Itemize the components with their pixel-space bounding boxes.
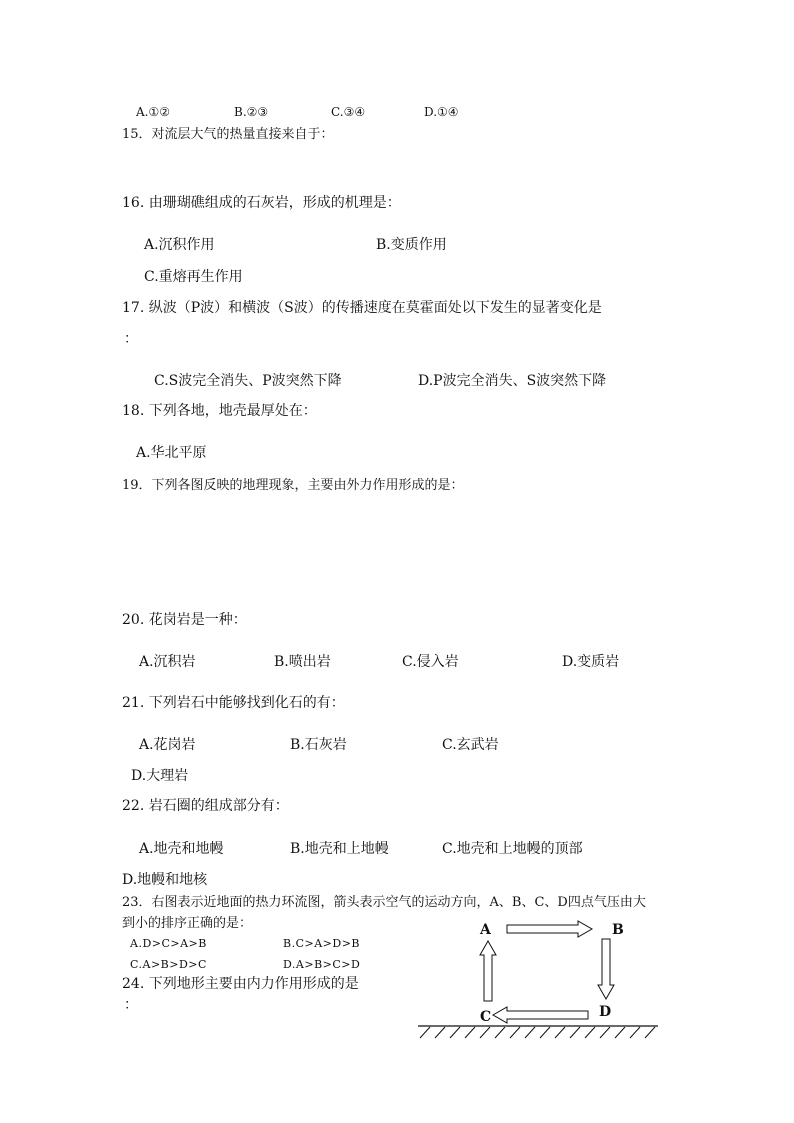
label-c: C [480, 1009, 492, 1025]
arrow-d-to-c [493, 1007, 588, 1023]
q23-option-a: A.D>C>A>B [130, 937, 207, 950]
q18-stem: 18. 下列各地，地壳最厚处在： [122, 403, 317, 419]
q17-stem-cont: ： [124, 331, 138, 347]
label-d: D [599, 1004, 612, 1020]
q18-option-a: A.华北平原 [136, 445, 207, 461]
q14-option-b: B.②③ [234, 105, 269, 119]
q16-option-b: B.变质作用 [376, 237, 447, 253]
q23-option-c: C.A>B>D>C [130, 958, 207, 971]
q23-stem-cont: 到小的排序正确的是： [122, 916, 253, 931]
q24-stem: 24. 下列地形主要由内力作用形成的是 [122, 976, 359, 992]
q22-option-d: D.地幔和地核 [122, 872, 208, 888]
q21-stem: 21. 下列岩石中能够找到化石的有： [122, 695, 345, 711]
q22-option-a: A.地壳和地幔 [139, 841, 224, 857]
q17-stem: 17. 纵波（P波）和横波（S波）的传播速度在莫霍面处以下发生的显著变化是 [122, 300, 602, 316]
q20-option-d: D.变质岩 [562, 654, 620, 670]
q22-option-b: B.地壳和上地幔 [290, 841, 389, 857]
q21-option-d: D.大理岩 [131, 768, 189, 784]
label-a: A [480, 922, 491, 938]
q20-option-a: A.沉积岩 [139, 654, 196, 670]
q14-option-c: C.③④ [331, 105, 366, 119]
arrow-b-to-d [598, 939, 614, 999]
q16-option-c: C.重熔再生作用 [144, 269, 243, 285]
q22-stem: 22. 岩石圈的组成部分有： [122, 798, 289, 814]
q14-option-d: D.①④ [424, 105, 459, 119]
label-b: B [612, 922, 624, 938]
q21-option-c: C.玄武岩 [442, 737, 499, 753]
q21-option-a: A.花岗岩 [139, 737, 196, 753]
q19-stem: 19．下列各图反映的地理现象，主要由外力作用形成的是： [122, 478, 464, 493]
q16-stem: 16. 由珊瑚礁组成的石灰岩，形成的机理是： [122, 195, 401, 211]
arrow-c-to-a [480, 941, 496, 1001]
q15-stem: 15．对流层大气的热量直接来自于： [122, 127, 334, 142]
q14-option-a: A.①② [136, 105, 170, 119]
q17-option-c: C.S波完全消失、P波突然下降 [154, 373, 342, 389]
q23-stem: 23．右图表示近地面的热力环流图，箭头表示空气的运动方向，A、B、C、D四点气压由大 [122, 895, 646, 910]
q23-option-b: B.C>A>D>B [283, 937, 360, 950]
q22-option-c: C.地壳和上地幔的顶部 [442, 841, 583, 857]
ground-hatching [420, 1027, 655, 1038]
q21-option-b: B.石灰岩 [290, 737, 347, 753]
thermal-circulation-diagram [410, 915, 670, 1045]
q17-option-d: D.P波完全消失、S波突然下降 [418, 373, 607, 389]
q20-option-b: B.喷出岩 [274, 654, 331, 670]
q16-option-a: A.沉积作用 [144, 237, 215, 253]
arrow-a-to-b [507, 921, 592, 937]
q20-stem: 20. 花岗岩是一种： [122, 612, 247, 628]
q20-option-c: C.侵入岩 [402, 654, 459, 670]
q24-stem-cont: ： [124, 997, 138, 1013]
q23-option-d: D.A>B>C>D [283, 958, 361, 971]
